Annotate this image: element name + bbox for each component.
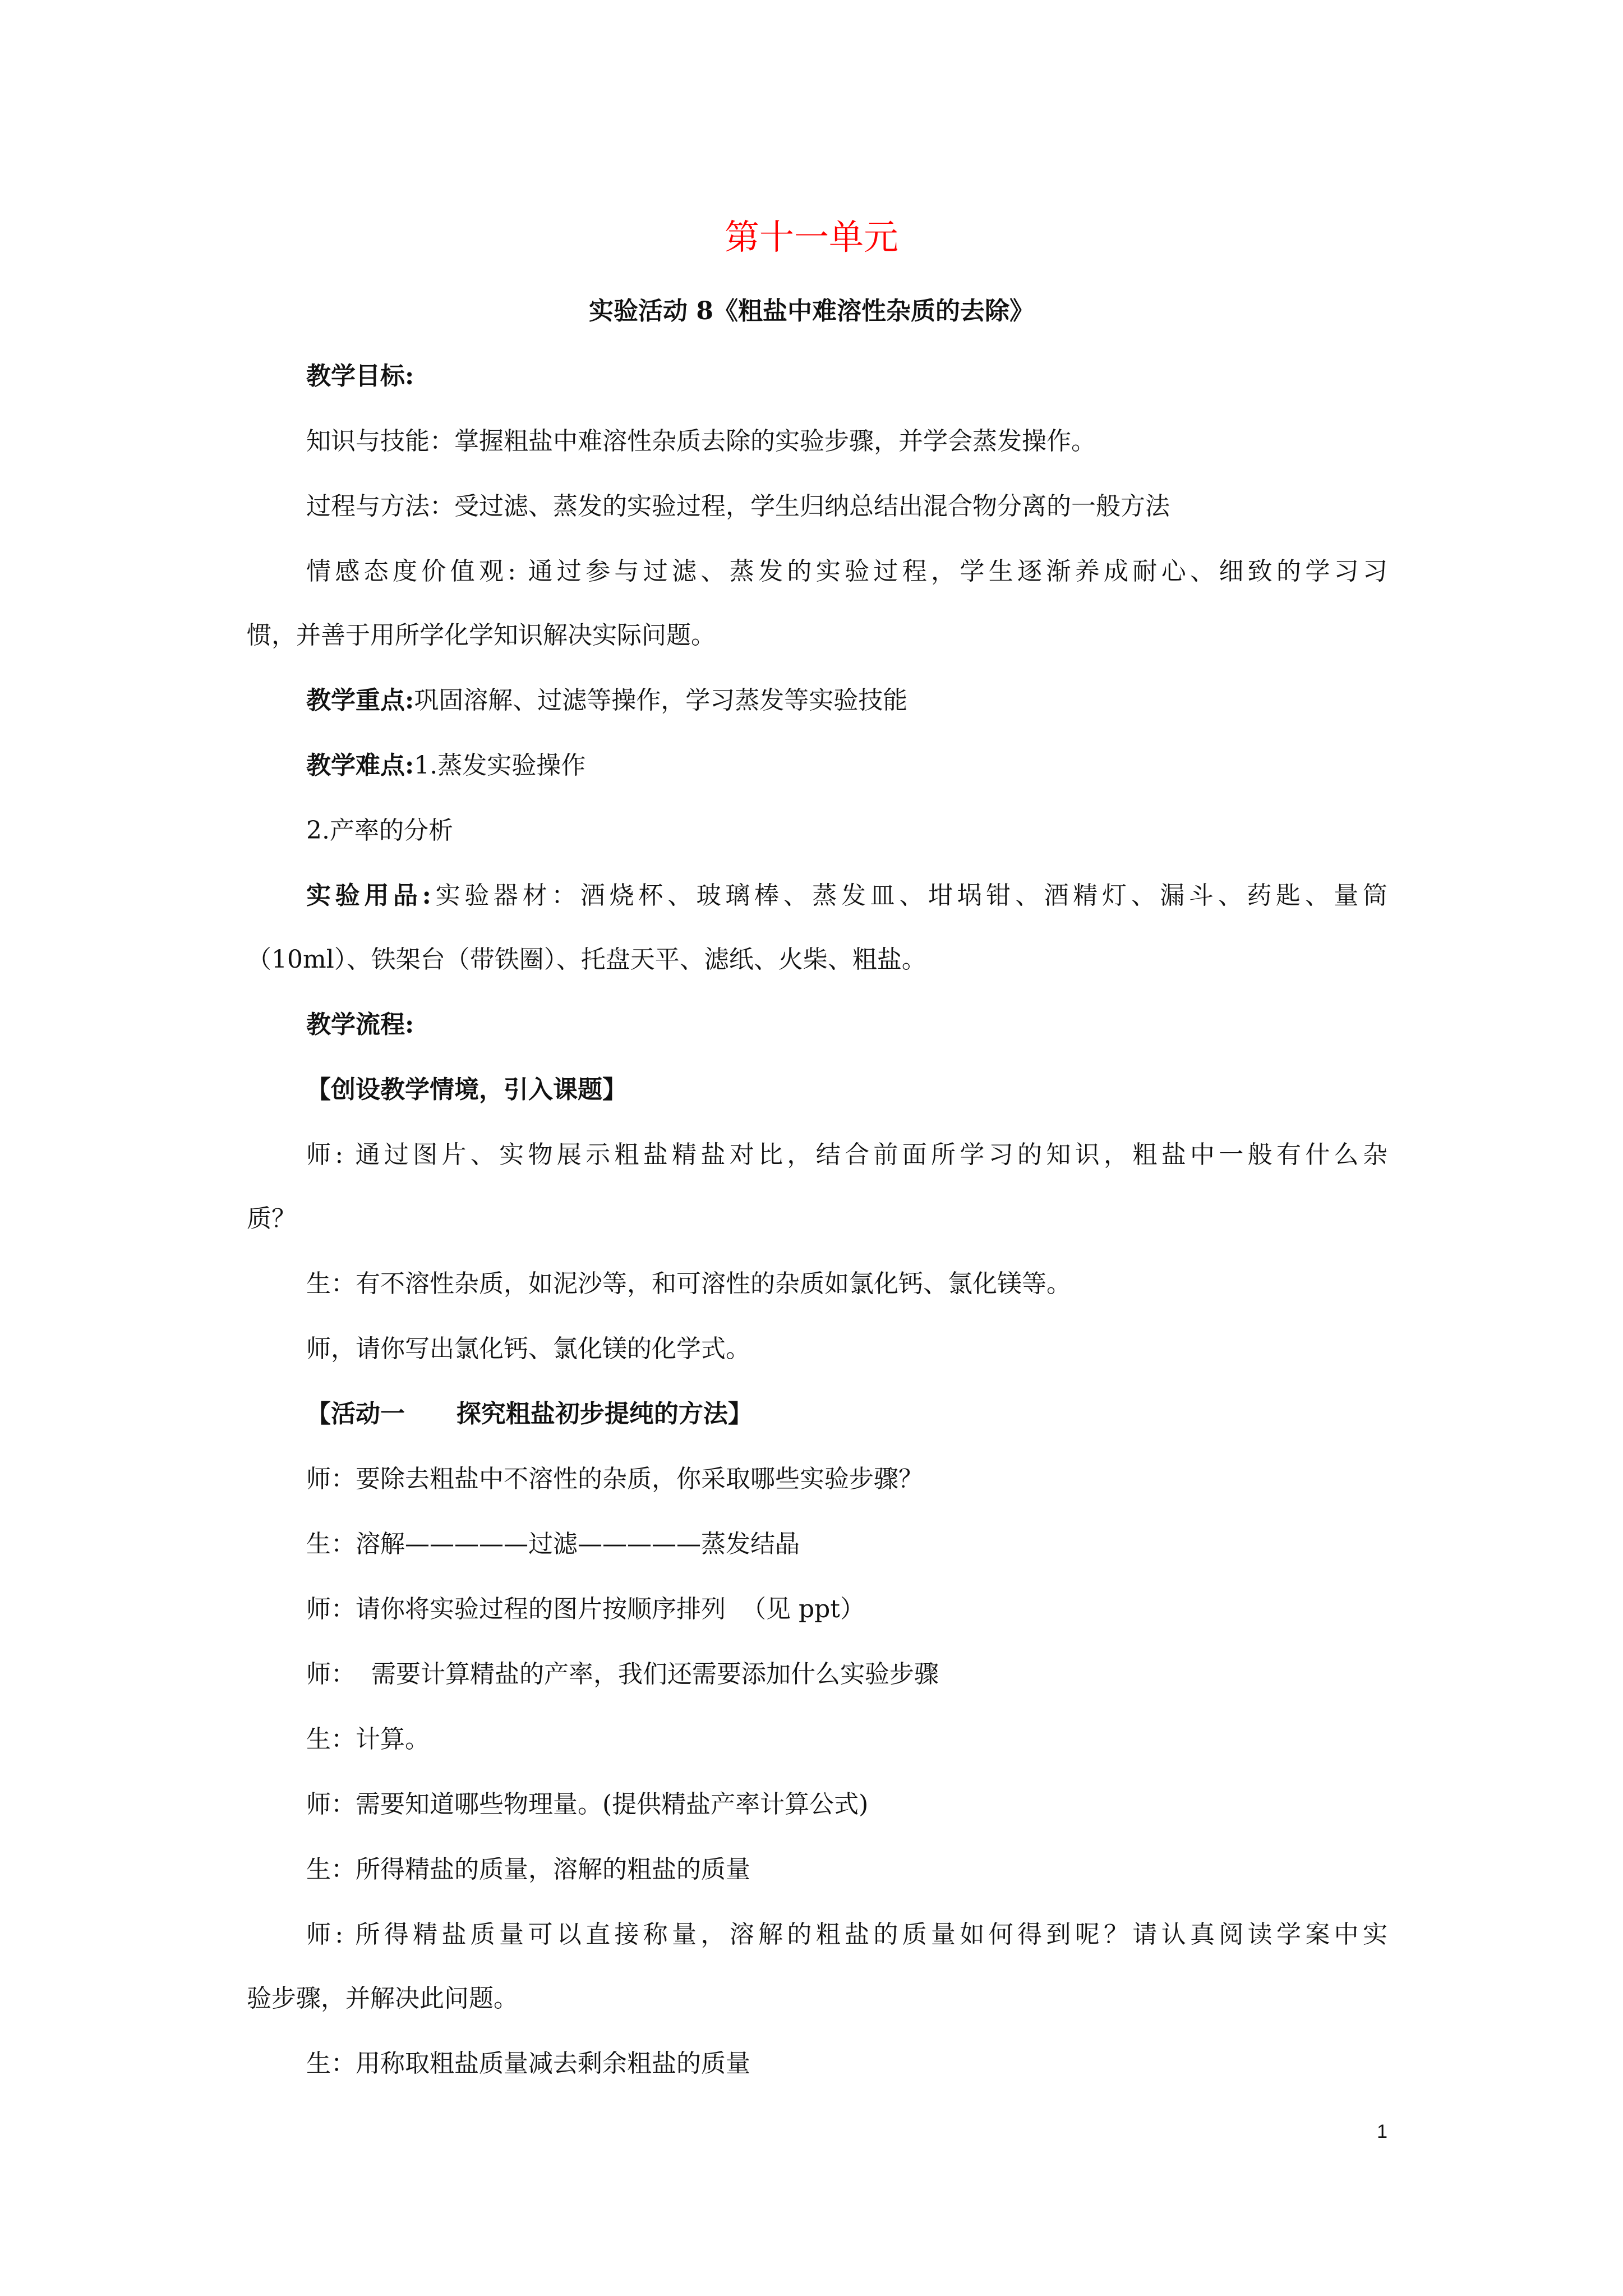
- teacher-line-1b: 质？: [247, 1204, 296, 1233]
- difficulty-item-1: 1.蒸发实验操作: [414, 751, 586, 780]
- difficulty: [306, 746, 585, 785]
- teacher-line-7b: 验步骤，并解决此问题。: [247, 1984, 518, 2013]
- key-points: [306, 681, 907, 720]
- key-points-label: 教学重点:: [306, 686, 414, 715]
- teacher-line-1a: 师: 通过图片、实物展示粗盐精盐对比，结合前面所学习的知识，粗盐中一般有什么杂: [306, 1140, 1387, 1169]
- student-line-3: 生：计算。: [306, 1725, 430, 1754]
- teacher-line-6: 师：需要知道哪些物理量。(提供精盐产率计算公式): [306, 1790, 869, 1819]
- lesson-subtitle: 实验活动 8《粗盐中难溶性杂质的去除》: [589, 297, 1034, 325]
- materials-line1: [306, 876, 1387, 915]
- materials-label: 实验用品:: [306, 881, 431, 910]
- difficulty-label: 教学难点:: [306, 751, 414, 780]
- materials-line2: （10ml）、铁架台（带铁圈）、托盘天平、滤纸、火柴、粗盐。: [247, 945, 926, 974]
- page-number: 1: [1377, 2121, 1387, 2142]
- knowledge-objective: 知识与技能：掌握粗盐中难溶性杂质去除的实验步骤，并学会蒸发操作。: [306, 427, 1096, 455]
- teacher-line-4: 师：请你将实验过程的图片按顺序排列 （见 ppt）: [306, 1595, 865, 1623]
- attitude-objective-line1: 情感态度价值观: 通过参与过滤、蒸发的实验过程，学生逐渐养成耐心、细致的学习习: [306, 557, 1387, 586]
- attitude-objective-line2: 惯，并善于用所学化学知识解决实际问题。: [247, 621, 716, 650]
- student-line-4: 生：所得精盐的质量，溶解的粗盐的质量: [306, 1855, 750, 1884]
- difficulty-item-2: 2.产率的分析: [306, 816, 453, 845]
- teacher-line-7a: 师: 所得精盐质量可以直接称量，溶解的粗盐的质量如何得到呢？请认真阅读学案中实: [306, 1920, 1387, 1949]
- teacher-line-2: 师，请你写出氯化钙、氯化镁的化学式。: [306, 1335, 750, 1363]
- student-line-5: 生：用称取粗盐质量减去剩余粗盐的质量: [306, 2049, 750, 2078]
- unit-title: 第十一单元: [724, 217, 898, 257]
- student-line-1: 生：有不溶性杂质，如泥沙等，和可溶性的杂质如氯化钙、氯化镁等。: [306, 1269, 1071, 1298]
- flow-heading: 教学流程:: [306, 1010, 414, 1039]
- teacher-line-5: 师： 需要计算精盐的产率，我们还需要添加什么实验步骤: [306, 1660, 939, 1688]
- key-points-text: 巩固溶解、过滤等操作，学习蒸发等实验技能: [414, 686, 908, 715]
- objectives-heading: 教学目标:: [306, 362, 414, 390]
- section-heading-intro: 【创设教学情境，引入课题】: [306, 1075, 627, 1104]
- teacher-line-3: 师：要除去粗盐中不溶性的杂质，你采取哪些实验步骤？: [306, 1465, 923, 1493]
- process-objective: 过程与方法：受过滤、蒸发的实验过程，学生归纳总结出混合物分离的一般方法: [306, 492, 1170, 521]
- student-line-2: 生：溶解—————过滤—————蒸发结晶: [306, 1530, 800, 1558]
- materials-text: 实验器材：酒烧杯、玻璃棒、蒸发皿、坩埚钳、酒精灯、漏斗、药匙、量筒: [431, 881, 1387, 910]
- section-heading-activity1: 【活动一 探究粗盐初步提纯的方法】: [306, 1400, 753, 1428]
